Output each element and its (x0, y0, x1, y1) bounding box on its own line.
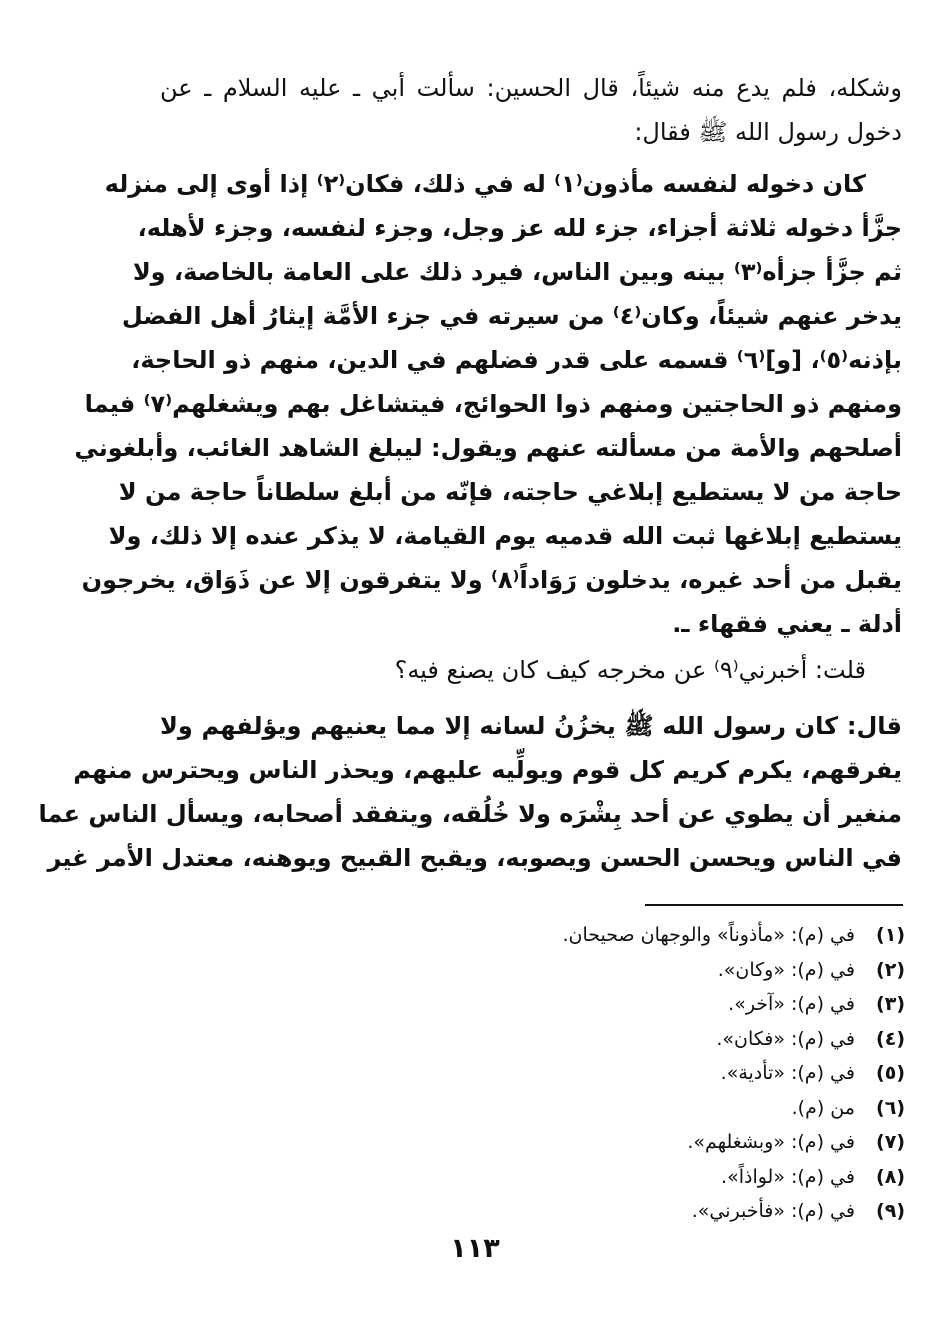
footnote-number: (١) (876, 924, 905, 946)
text-line: جزَّأ دخوله ثلاثة أجزاء، جزء لله عز وجل، وجزء لنفسه، وجزء لأهله، (137, 214, 902, 242)
footnote-number: (٢) (876, 958, 905, 981)
footnote-number: (٦) (876, 1096, 905, 1119)
intro-text (160, 66, 902, 154)
footnote (450, 1091, 905, 1126)
footnotes (450, 918, 905, 1229)
page-number: ١١٣ (450, 1233, 500, 1264)
footnote-text: في (م): «فكان». (716, 1027, 855, 1050)
footnote-number: (٨) (876, 1165, 905, 1188)
footnote (450, 1125, 905, 1160)
text-line: منغير أن يطوي عن أحد بِشْرَه ولا خُلُقه، ويتفقد أصحابه، ويسأل الناس عما (38, 800, 902, 828)
text-line: ثم جزَّأ جزأه⁽٣⁾ بينه وبين الناس، فيرد ذلك على العامة بالخاصة، ولا (132, 258, 902, 286)
footnote-text: من (م). (791, 1096, 855, 1119)
footnote-number: (٤) (876, 1027, 905, 1050)
text-line: كان دخوله لنفسه مأذون⁽١⁾ له في ذلك، فكان⁽٢⁾ إذا أوى إلى منزله (104, 170, 866, 198)
text-line: بإذنه⁽٥⁾، [و]⁽٦⁾ قسمه على قدر فضلهم في الدين، منهم ذو الحاجة، (131, 346, 902, 374)
text-line: في الناس ويحسن الحسن ويصوبه، ويقبح القبيح ويوهنه، معتدل الأمر غير (47, 844, 902, 872)
text-line: يفرقهم، يكرم كريم كل قوم ويولِّيه عليهم، ويحذر الناس ويحترس منهم (73, 756, 902, 784)
text-line: حاجة من لا يستطيع إبلاغي حاجته، فإنّه من أبلغ سلطاناً حاجة من لا (118, 478, 902, 506)
text-line: يدخر عنهم شيئاً، وكان⁽٤⁾ من سيرته في جزء الأمَّة إيثارُ أهل الفضل (121, 302, 902, 330)
paragraph-1 (74, 162, 902, 646)
footnote-number: (٩) (876, 1200, 905, 1222)
footnote (450, 987, 905, 1022)
footnote-text: في (م): «آخر». (728, 993, 855, 1015)
text-line: قال: كان رسول الله ﷺ يخزُنُ لسانه إلا مما يعنيهم ويؤلفهم ولا (160, 712, 902, 740)
text-line: ومنهم ذو الحاجتين ومنهم ذوا الحوائج، فيتشاغل بهم ويشغلهم⁽٧⁾ فيما (84, 390, 902, 418)
text-line: وشكله، فلم يدع منه شيئاً، قال الحسين: سألت أبي ـ عليه السلام ـ عن (160, 74, 902, 102)
footnote (450, 1194, 905, 1229)
footnote-text: في (م): «مأذوناً» والوجهان صحيحان. (562, 924, 855, 946)
text-line: يقبل من أحد غيره، يدخلون رَوَاداً⁽٨⁾ ولا يتفرقون إلا عن ذَوَاق، يخرجون (81, 566, 902, 594)
footnote-number: (٥) (876, 1062, 905, 1084)
footnote-text: في (م): «لواذاً». (721, 1165, 855, 1188)
footnote (450, 1022, 905, 1057)
text-line: أصلحهم والأمة من مسألته عنهم ويقول: ليبلغ الشاهد الغائب، وأبلغوني (74, 434, 902, 462)
footnote-text: في (م): «وبشغلهم». (687, 1131, 855, 1153)
footnote (450, 953, 905, 988)
text-line: دخول رسول الله ﷺ فقال: (634, 118, 902, 146)
footnote-text: في (م): «فأخبرني». (691, 1200, 855, 1222)
text-line: قلت: أخبرني⁽٩⁾ عن مخرجه كيف كان يصنع فيه؟ (394, 656, 866, 684)
footnote-text: في (م): «وكان». (717, 958, 855, 981)
footnote-number: (٣) (876, 993, 905, 1015)
text-line: يستطيع إبلاغها ثبت الله قدميه يوم القيامة، لا يذكر عنده إلا ذلك، ولا (108, 522, 902, 550)
footnote (450, 918, 905, 953)
question-text (160, 648, 902, 692)
footnote-separator (645, 904, 903, 906)
paragraph-2 (38, 704, 902, 880)
footnote-text: في (م): «تأدية». (720, 1062, 855, 1084)
footnote (450, 1056, 905, 1091)
footnote-number: (٧) (876, 1131, 905, 1153)
footnote (450, 1160, 905, 1195)
text-line: أدلة ـ يعني فقهاء ـ. (672, 610, 902, 638)
